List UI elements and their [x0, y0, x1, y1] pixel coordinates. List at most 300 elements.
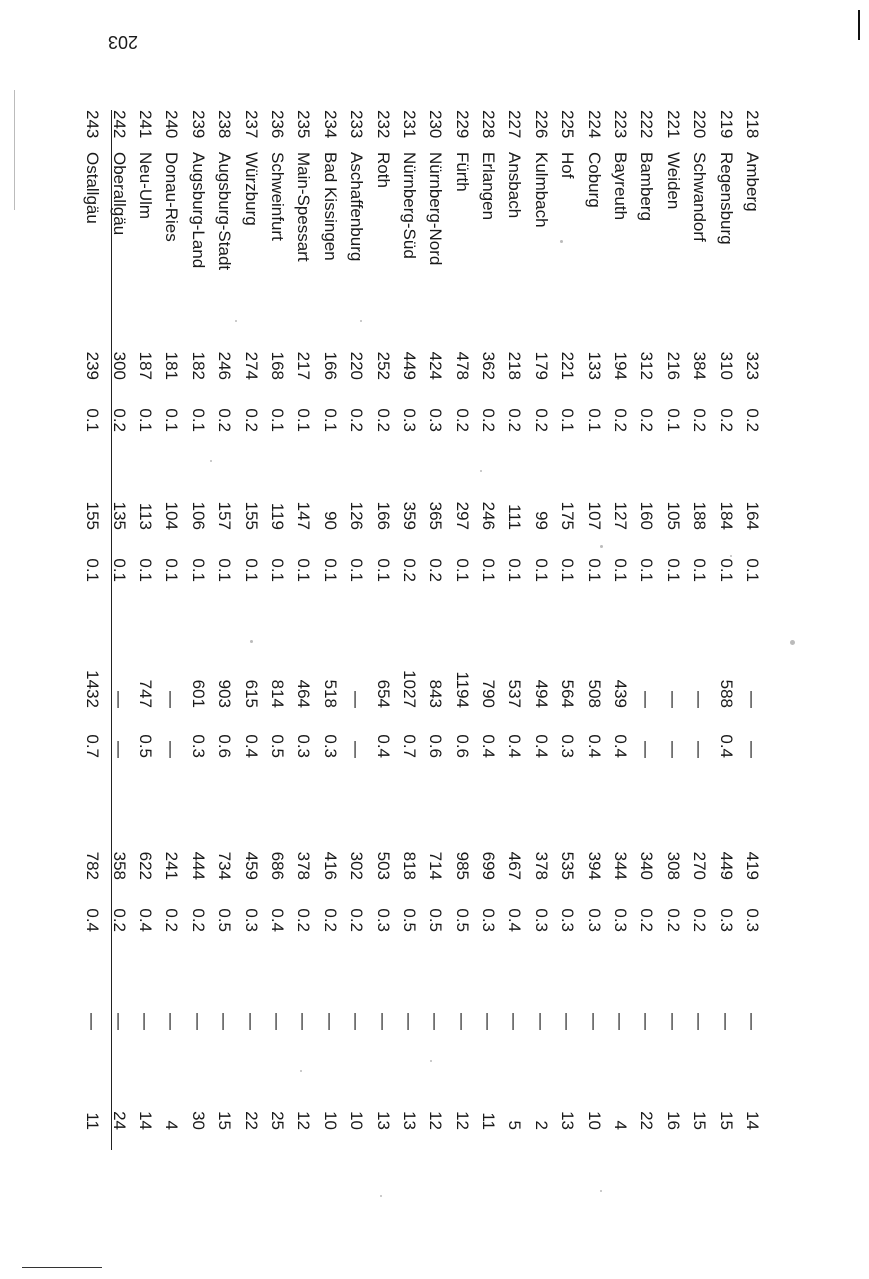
- value-cell: 1194: [452, 671, 472, 708]
- value-cell: —: [109, 691, 129, 708]
- district-name: Erlangen: [479, 152, 499, 221]
- share-cell: 0.1: [611, 558, 631, 582]
- value-cell: —: [426, 1013, 446, 1030]
- value-cell: 1432: [83, 670, 103, 708]
- table-row: [580, 110, 606, 1160]
- row-id: 222: [637, 110, 657, 139]
- scan-speck: [300, 1070, 302, 1072]
- district-name: Hof: [558, 152, 578, 179]
- share-cell: 0.1: [83, 558, 103, 582]
- value-cell: 15: [215, 1111, 235, 1130]
- district-name: Coburg: [584, 152, 604, 208]
- table-row: [712, 110, 738, 1160]
- value-cell: —: [373, 1013, 393, 1030]
- value-cell: —: [663, 1013, 683, 1030]
- row-id: 243: [83, 110, 103, 139]
- value-cell: 12: [294, 1111, 314, 1130]
- share-cell: 0.3: [716, 908, 736, 932]
- share-cell: 0.2: [188, 908, 208, 932]
- value-cell: 241: [162, 851, 182, 880]
- share-cell: 0.7: [83, 734, 103, 758]
- share-cell: 0.1: [267, 558, 287, 582]
- share-cell: 0.1: [320, 558, 340, 582]
- share-cell: 0.1: [162, 558, 182, 582]
- row-id: 230: [426, 110, 446, 139]
- value-cell: 30: [188, 1111, 208, 1130]
- share-cell: 0.6: [426, 734, 446, 758]
- share-cell: 0.1: [663, 558, 683, 582]
- share-cell: 0.2: [611, 408, 631, 432]
- scan-speck: [430, 1060, 432, 1062]
- value-cell: —: [188, 1013, 208, 1030]
- scan-speck: [235, 320, 237, 322]
- value-cell: 127: [611, 501, 631, 530]
- value-cell: —: [267, 1013, 287, 1030]
- share-cell: 0.3: [188, 734, 208, 758]
- row-id: 240: [162, 110, 182, 139]
- value-cell: 300: [109, 351, 129, 380]
- row-id: 234: [320, 110, 340, 139]
- share-cell: —: [743, 741, 762, 758]
- share-cell: 0.2: [294, 908, 314, 932]
- share-cell: 0.4: [267, 908, 287, 932]
- value-cell: 246: [479, 501, 499, 530]
- share-cell: 0.4: [479, 734, 499, 758]
- district-name: Fürth: [452, 152, 472, 192]
- share-cell: 0.1: [558, 408, 578, 432]
- share-cell: 0.5: [426, 908, 446, 932]
- value-cell: 10: [320, 1111, 340, 1130]
- row-id: 219: [716, 110, 736, 139]
- value-cell: 782: [83, 851, 103, 880]
- value-cell: 467: [505, 851, 525, 880]
- row-id: 221: [663, 110, 683, 139]
- value-cell: 107: [584, 501, 604, 530]
- value-cell: —: [743, 1013, 762, 1030]
- table-row: [290, 110, 316, 1160]
- share-cell: 0.2: [663, 908, 683, 932]
- share-cell: 0.1: [531, 558, 551, 582]
- share-cell: 0.2: [373, 408, 393, 432]
- district-name: Nürnberg-Süd: [399, 152, 419, 259]
- scan-speck: [790, 640, 795, 645]
- row-id: 233: [347, 110, 367, 139]
- value-cell: 274: [241, 351, 261, 380]
- table-row: [607, 110, 633, 1160]
- value-cell: 308: [663, 851, 683, 880]
- value-cell: 133: [584, 351, 604, 380]
- value-cell: 168: [267, 351, 287, 380]
- value-cell: 384: [690, 351, 710, 380]
- share-cell: 0.3: [558, 734, 578, 758]
- value-cell: 166: [373, 501, 393, 530]
- share-cell: 0.4: [584, 734, 604, 758]
- district-name: Bamberg: [637, 152, 657, 221]
- table-row: [659, 110, 685, 1160]
- table-row: [79, 110, 105, 1160]
- value-cell: 478: [452, 351, 472, 380]
- share-cell: 0.1: [109, 558, 129, 582]
- share-cell: —: [637, 741, 657, 758]
- value-cell: 444: [188, 851, 208, 880]
- value-cell: —: [215, 1013, 235, 1030]
- value-cell: 147: [294, 501, 314, 530]
- value-cell: 362: [479, 351, 499, 380]
- value-cell: —: [83, 1013, 103, 1030]
- row-id: 224: [584, 110, 604, 139]
- table-row: [554, 110, 580, 1160]
- value-cell: 15: [690, 1111, 710, 1130]
- district-name: Schweinfurt: [267, 152, 287, 241]
- value-cell: 111: [505, 504, 525, 530]
- district-name: Regensburg: [716, 152, 736, 245]
- value-cell: 297: [452, 501, 472, 530]
- table-row: [343, 110, 369, 1160]
- value-cell: —: [637, 1013, 657, 1030]
- scan-speck: [210, 460, 212, 462]
- value-cell: 90: [320, 511, 340, 530]
- value-cell: 734: [215, 851, 235, 880]
- share-cell: 0.2: [320, 908, 340, 932]
- value-cell: 494: [531, 679, 551, 708]
- share-cell: 0.2: [637, 908, 657, 932]
- share-cell: 0.1: [267, 408, 287, 432]
- table-row: [184, 110, 210, 1160]
- value-cell: 312: [637, 351, 657, 380]
- row-id: 223: [611, 110, 631, 139]
- share-cell: 0.1: [743, 558, 762, 582]
- value-cell: 622: [136, 851, 156, 880]
- share-cell: 0.1: [162, 408, 182, 432]
- value-cell: —: [347, 691, 367, 708]
- share-cell: 0.1: [136, 558, 156, 582]
- value-cell: 654: [373, 679, 393, 708]
- value-cell: 218: [505, 351, 525, 380]
- row-id: 239: [188, 110, 208, 139]
- table-rule: [111, 110, 112, 1150]
- district-name: Ansbach: [505, 152, 525, 219]
- value-cell: 310: [716, 351, 736, 380]
- share-cell: 0.1: [136, 408, 156, 432]
- value-cell: —: [558, 1013, 578, 1030]
- value-cell: 181: [162, 351, 182, 380]
- row-id: 242: [109, 110, 129, 139]
- value-cell: 246: [215, 351, 235, 380]
- share-cell: 0.1: [690, 558, 710, 582]
- scan-speck: [560, 240, 563, 243]
- share-cell: 0.4: [716, 734, 736, 758]
- share-cell: 0.2: [452, 408, 472, 432]
- value-cell: 464: [294, 679, 314, 708]
- value-cell: 699: [479, 851, 499, 880]
- row-id: 228: [479, 110, 499, 139]
- share-cell: 0.2: [241, 408, 261, 432]
- share-cell: 0.1: [479, 558, 499, 582]
- share-cell: —: [663, 741, 683, 758]
- share-cell: 0.4: [531, 734, 551, 758]
- value-cell: 2: [531, 1120, 551, 1130]
- share-cell: 0.3: [743, 908, 762, 932]
- share-cell: 0.2: [716, 408, 736, 432]
- share-cell: 0.5: [267, 734, 287, 758]
- footer-rule: [22, 1267, 102, 1268]
- margin-mark: [858, 10, 860, 40]
- table-body: [79, 110, 765, 1160]
- district-name: Würzburg: [241, 152, 261, 226]
- value-cell: 518: [320, 679, 340, 708]
- share-cell: 0.2: [743, 408, 762, 432]
- share-cell: 0.1: [320, 408, 340, 432]
- share-cell: 0.3: [558, 908, 578, 932]
- district-name: Kulmbach: [531, 152, 551, 228]
- value-cell: 155: [241, 501, 261, 530]
- share-cell: 0.4: [241, 734, 261, 758]
- table-row: [501, 110, 527, 1160]
- table-row: [237, 110, 263, 1160]
- row-id: 235: [294, 110, 314, 139]
- value-cell: 175: [558, 501, 578, 530]
- value-cell: 12: [426, 1111, 446, 1130]
- share-cell: 0.4: [611, 734, 631, 758]
- value-cell: —: [505, 1013, 525, 1030]
- row-id: 238: [215, 110, 235, 139]
- value-cell: 903: [215, 679, 235, 708]
- share-cell: 0.3: [241, 908, 261, 932]
- value-cell: 11: [83, 1112, 103, 1130]
- value-cell: 157: [215, 501, 235, 530]
- table-row: [396, 110, 422, 1160]
- value-cell: 564: [558, 679, 578, 708]
- share-cell: 0.2: [690, 408, 710, 432]
- share-cell: 0.2: [347, 408, 367, 432]
- value-cell: —: [162, 1013, 182, 1030]
- value-cell: 13: [373, 1111, 393, 1130]
- value-cell: 4: [162, 1120, 182, 1130]
- value-cell: 365: [426, 501, 446, 530]
- share-cell: 0.3: [531, 908, 551, 932]
- share-cell: 0.2: [531, 408, 551, 432]
- value-cell: —: [584, 1013, 604, 1030]
- scan-speck: [600, 545, 603, 548]
- value-cell: 106: [188, 501, 208, 530]
- value-cell: 113: [136, 502, 156, 530]
- row-id: 220: [690, 110, 710, 139]
- row-id: 241: [136, 110, 156, 139]
- value-cell: —: [637, 691, 657, 708]
- table-row: [132, 110, 158, 1160]
- value-cell: 537: [505, 679, 525, 708]
- value-cell: 119: [267, 502, 287, 530]
- value-cell: —: [663, 691, 683, 708]
- value-cell: 182: [188, 351, 208, 380]
- value-cell: 378: [531, 851, 551, 880]
- value-cell: 814: [267, 679, 287, 708]
- district-name: Bayreuth: [611, 152, 631, 221]
- value-cell: 459: [241, 851, 261, 880]
- value-cell: 24: [109, 1111, 129, 1130]
- share-cell: 0.1: [83, 408, 103, 432]
- value-cell: 194: [611, 351, 631, 380]
- value-cell: —: [320, 1013, 340, 1030]
- value-cell: 686: [267, 851, 287, 880]
- scan-speck: [730, 555, 732, 557]
- share-cell: 0.4: [136, 908, 156, 932]
- value-cell: 217: [294, 351, 314, 380]
- value-cell: 588: [716, 679, 736, 708]
- table-row: [633, 110, 659, 1160]
- value-cell: —: [716, 1013, 736, 1030]
- share-cell: 0.3: [611, 908, 631, 932]
- value-cell: 449: [716, 851, 736, 880]
- value-cell: 239: [83, 351, 103, 380]
- district-name: Oberallgäu: [109, 152, 129, 236]
- share-cell: 0.2: [347, 908, 367, 932]
- share-cell: 0.2: [162, 908, 182, 932]
- share-cell: 0.1: [558, 558, 578, 582]
- share-cell: 0.1: [663, 408, 683, 432]
- value-cell: 14: [136, 1111, 156, 1130]
- share-cell: —: [109, 741, 129, 758]
- share-cell: 0.7: [399, 734, 419, 758]
- share-cell: 0.4: [373, 734, 393, 758]
- value-cell: —: [690, 691, 710, 708]
- value-cell: 270: [690, 851, 710, 880]
- row-id: 226: [531, 110, 551, 139]
- value-cell: —: [611, 1013, 631, 1030]
- row-id: 232: [373, 110, 393, 139]
- table-row: [448, 110, 474, 1160]
- value-cell: 359: [399, 501, 419, 530]
- value-cell: —: [162, 691, 182, 708]
- share-cell: 0.5: [399, 908, 419, 932]
- value-cell: —: [294, 1013, 314, 1030]
- share-cell: 0.1: [188, 558, 208, 582]
- value-cell: 179: [531, 351, 551, 380]
- share-cell: —: [690, 741, 710, 758]
- value-cell: 10: [347, 1111, 367, 1130]
- table-row: [158, 110, 184, 1160]
- value-cell: 13: [558, 1111, 578, 1130]
- share-cell: 0.1: [188, 408, 208, 432]
- share-cell: 0.2: [109, 908, 129, 932]
- value-cell: 166: [320, 351, 340, 380]
- share-cell: 0.1: [452, 558, 472, 582]
- share-cell: 0.1: [505, 558, 525, 582]
- value-cell: 16: [663, 1111, 683, 1130]
- value-cell: 615: [241, 679, 261, 708]
- value-cell: 155: [83, 501, 103, 530]
- share-cell: 0.2: [399, 558, 419, 582]
- value-cell: —: [479, 1013, 499, 1030]
- value-cell: 416: [320, 851, 340, 880]
- value-cell: 11: [479, 1112, 499, 1130]
- row-id: 229: [452, 110, 472, 139]
- table-row: [686, 110, 712, 1160]
- share-cell: 0.4: [505, 908, 525, 932]
- table-row: [264, 110, 290, 1160]
- value-cell: 601: [188, 679, 208, 708]
- value-cell: 126: [347, 501, 367, 530]
- share-cell: 0.5: [452, 908, 472, 932]
- value-cell: 358: [109, 851, 129, 880]
- share-cell: 0.2: [505, 408, 525, 432]
- binding-edge-line: [14, 90, 15, 210]
- share-cell: 0.1: [637, 558, 657, 582]
- district-name: Amberg: [743, 152, 762, 212]
- value-cell: 424: [426, 351, 446, 380]
- district-name: Main-Spessart: [294, 152, 314, 262]
- value-cell: 535: [558, 851, 578, 880]
- value-cell: 10: [584, 1111, 604, 1130]
- share-cell: 0.2: [109, 408, 129, 432]
- rotated-table: [83, 110, 765, 1160]
- value-cell: 14: [743, 1111, 762, 1130]
- value-cell: 4: [611, 1120, 631, 1130]
- value-cell: 394: [584, 851, 604, 880]
- share-cell: 0.3: [399, 408, 419, 432]
- share-cell: —: [162, 741, 182, 758]
- district-name: Bad Kissingen: [320, 152, 340, 261]
- value-cell: 13: [399, 1111, 419, 1130]
- share-cell: 0.2: [690, 908, 710, 932]
- share-cell: 0.4: [505, 734, 525, 758]
- scan-speck: [250, 640, 253, 643]
- value-cell: —: [241, 1013, 261, 1030]
- value-cell: —: [452, 1013, 472, 1030]
- value-cell: —: [109, 1013, 129, 1030]
- value-cell: 160: [637, 501, 657, 530]
- value-cell: 25: [267, 1111, 287, 1130]
- share-cell: 0.1: [241, 558, 261, 582]
- value-cell: 12: [452, 1111, 472, 1130]
- district-name: Schwandorf: [690, 152, 710, 242]
- value-cell: 323: [743, 351, 762, 380]
- value-cell: —: [399, 1013, 419, 1030]
- share-cell: 0.1: [215, 558, 235, 582]
- share-cell: 0.5: [215, 908, 235, 932]
- value-cell: 5: [505, 1120, 525, 1130]
- share-cell: 0.2: [426, 558, 446, 582]
- row-id: 237: [241, 110, 261, 139]
- scan-speck: [360, 320, 362, 322]
- value-cell: 221: [558, 351, 578, 380]
- row-id: 227: [505, 110, 525, 139]
- value-cell: 1027: [399, 670, 419, 708]
- scan-speck: [600, 1190, 602, 1192]
- value-cell: —: [136, 1013, 156, 1030]
- share-cell: 0.1: [347, 558, 367, 582]
- value-cell: 508: [584, 679, 604, 708]
- value-cell: 22: [241, 1111, 261, 1130]
- share-cell: 0.3: [373, 908, 393, 932]
- value-cell: 747: [136, 679, 156, 708]
- table-row: [105, 110, 131, 1160]
- value-cell: —: [347, 1013, 367, 1030]
- table-row: [369, 110, 395, 1160]
- value-cell: 378: [294, 851, 314, 880]
- page-number: 203: [107, 32, 139, 52]
- value-cell: 220: [347, 351, 367, 380]
- value-cell: 843: [426, 679, 446, 708]
- share-cell: 0.1: [294, 408, 314, 432]
- share-cell: 0.1: [373, 558, 393, 582]
- share-cell: 0.4: [83, 908, 103, 932]
- district-name: Roth: [373, 152, 393, 188]
- table-row: [475, 110, 501, 1160]
- value-cell: 187: [136, 351, 156, 380]
- share-cell: 0.3: [294, 734, 314, 758]
- share-cell: 0.1: [294, 558, 314, 582]
